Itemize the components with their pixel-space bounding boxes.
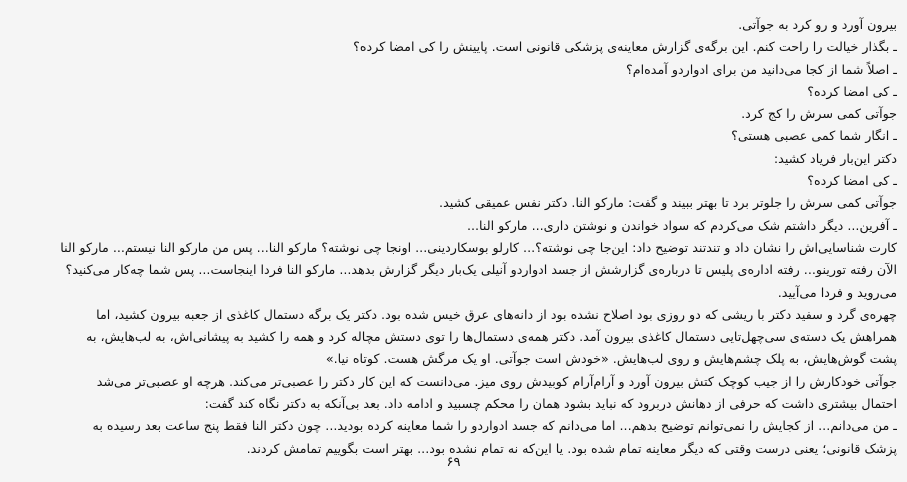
text-line: احتمال بیشتری داشت که حرفی از دهانش دربرود که نباید بشود همان را محکم چسبید و ادامه داد. بعد بی‌آنکه به دکتر نگاه کند گفت:	[204, 396, 897, 412]
text-line: ـ من می‌دانم... از کجایش را نمی‌توانم توضیح بدهم... اما می‌دانم که جسد ادواردو را شما معاینه کرده بودید... چون دکتر النا فقط پنج ساعت بعد رسیده به	[92, 418, 897, 434]
text-line: ـ بگذار خیالت را راحت کنم. این برگه‌ی گزارش معاینه‌ی پزشکی قانونی است. پایینش را کی امضا کرده؟	[353, 39, 897, 55]
page-body-text	[10, 14, 897, 460]
text-line: بیرون آورد و رو کرد به جوآتی.	[738, 17, 897, 32]
text-line: پزشک قانونی؛ یعنی درست وقتی که دیگر معاینه تمام شده بود. یا این‌که نه تمام نشده بود... بهتر است بگوییم تمامش کردند.	[246, 440, 897, 456]
text-line: پشت گوش‌هایش، به پلک چشم‌هایش و روی لب‌هایش. «خودش است جوآتی. او یک مرگش هست. کوتاه نیا.»	[325, 351, 897, 367]
text-line: می‌روید و فردا می‌آیید.	[777, 284, 897, 300]
text-line: جوآتی خودکارش را از جیب کوچک کتش بیرون آورد و آرام‌آرام کوبیدش روی میز. می‌دانست که این کار دکتر را عصبی‌تر می‌کند. هرچه او عصبی‌تر می‌شد	[96, 373, 897, 389]
text-line: الآن رفته تورینو... رفته اداره‌ی پلیس تا درباره‌ی گزارشش از جسد ادواردو آنیلی یک‌بار دیگر گزارش بدهد... مارکو النا فردا اینجاست... پس شما چه‌کار می‌کنید؟	[65, 262, 897, 278]
text-line: دکتر این‌بار فریاد کشید:	[773, 150, 897, 166]
text-line: ـ آفرین... دیگر داشتم شک می‌کردم که سواد خواندن و نوشتن داری... مارکو النا...	[466, 217, 897, 233]
text-line: ـ کی امضا کرده؟	[807, 173, 897, 189]
text-line: کارت شناسایی‌اش را نشان داد و تندتند توضیح داد: این‌جا چی نوشته؟... کارلو بوسکاردینی... اونجا چی نوشته؟ مارکو النا... پس من مارکو النا نیستم... مارکو النا	[60, 239, 897, 255]
text-line: جوآتی کمی سرش را کج کرد.	[741, 106, 897, 122]
text-line: چهره‌ی گرد و سفید دکتر با ریشی که دو روزی بود اصلاح نشده بود از دانه‌های عرق خیس شده بود. دکتر یک برگه دستمال کاغذی از جعبه بیرون کشید، اما	[96, 306, 897, 322]
text-line: ـ اصلاً شما از کجا می‌دانید من برای ادواردو آمده‌ام؟	[626, 61, 897, 77]
page-number: ۶۹	[446, 455, 461, 470]
text-line: ـ کی امضا کرده؟	[807, 83, 897, 99]
text-line: جوآتی کمی سرش را جلوتر برد تا بهتر ببیند و گفت: مارکو النا. دکتر نفس عمیقی کشید.	[439, 195, 897, 211]
text-line: همراهش یک دسته‌ی سی‌چهل‌تایی دستمال کاغذی بیرون آمد. دکتر همه‌ی دستمال‌ها را توی دستش مچاله کرد و همه را کشید به پیشانی‌اش، به لب‌هایش، به	[86, 329, 897, 345]
text-line: ـ انگار شما کمی عصبی هستی؟	[731, 128, 897, 144]
